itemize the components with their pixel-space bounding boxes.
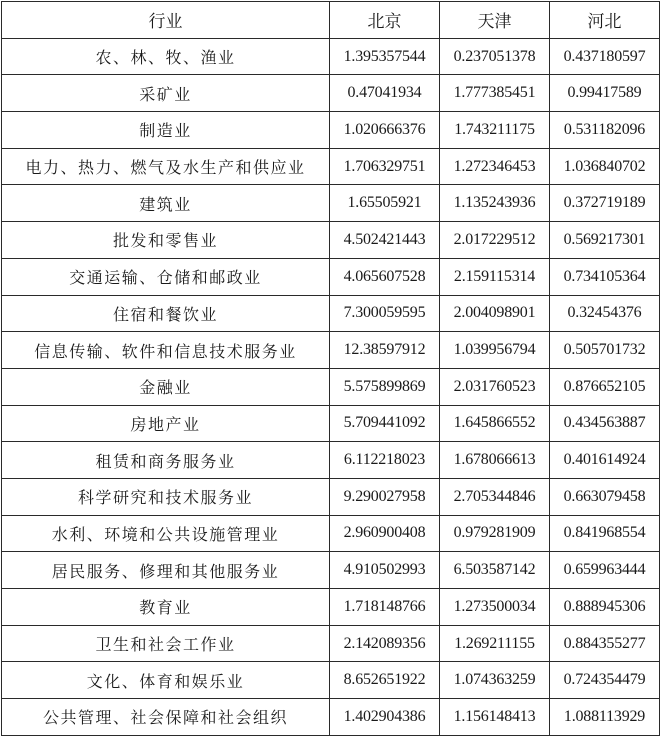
beijing-cell: 9.290027958 bbox=[330, 478, 440, 515]
beijing-cell: 1.718148766 bbox=[330, 589, 440, 626]
tianjin-cell: 2.004098901 bbox=[440, 295, 550, 332]
tianjin-cell: 1.678066613 bbox=[440, 442, 550, 479]
tianjin-cell: 6.503587142 bbox=[440, 552, 550, 589]
beijing-cell: 8.652651922 bbox=[330, 662, 440, 699]
hebei-cell: 0.401614924 bbox=[550, 442, 660, 479]
tianjin-cell: 1.777385451 bbox=[440, 75, 550, 112]
hebei-cell: 0.32454376 bbox=[550, 295, 660, 332]
industry-cell: 房地产业 bbox=[2, 405, 330, 442]
tianjin-cell: 1.273500034 bbox=[440, 589, 550, 626]
tianjin-cell: 2.705344846 bbox=[440, 478, 550, 515]
hebei-cell: 0.841968554 bbox=[550, 515, 660, 552]
table-row bbox=[2, 368, 660, 405]
industry-table bbox=[1, 1, 660, 736]
industry-cell: 科学研究和技术服务业 bbox=[2, 478, 330, 515]
hebei-cell: 0.437180597 bbox=[550, 38, 660, 75]
industry-cell: 农、林、牧、渔业 bbox=[2, 38, 330, 75]
industry-cell: 教育业 bbox=[2, 589, 330, 626]
tianjin-cell: 0.237051378 bbox=[440, 38, 550, 75]
industry-cell: 住宿和餐饮业 bbox=[2, 295, 330, 332]
beijing-cell: 6.112218023 bbox=[330, 442, 440, 479]
table-row bbox=[2, 625, 660, 662]
table-row bbox=[2, 148, 660, 185]
beijing-cell: 2.142089356 bbox=[330, 625, 440, 662]
hebei-cell: 1.088113929 bbox=[550, 699, 660, 736]
table-row bbox=[2, 258, 660, 295]
tianjin-cell: 2.031760523 bbox=[440, 368, 550, 405]
hebei-cell: 0.531182096 bbox=[550, 112, 660, 149]
table-row bbox=[2, 442, 660, 479]
table-row bbox=[2, 185, 660, 222]
beijing-cell: 1.402904386 bbox=[330, 699, 440, 736]
table-row bbox=[2, 75, 660, 112]
header-industry: 行业 bbox=[2, 2, 330, 39]
industry-cell: 卫生和社会工作业 bbox=[2, 625, 330, 662]
tianjin-cell: 0.979281909 bbox=[440, 515, 550, 552]
tianjin-cell: 1.074363259 bbox=[440, 662, 550, 699]
tianjin-cell: 1.269211155 bbox=[440, 625, 550, 662]
hebei-cell: 0.663079458 bbox=[550, 478, 660, 515]
tianjin-cell: 1.135243936 bbox=[440, 185, 550, 222]
table-row bbox=[2, 295, 660, 332]
hebei-cell: 0.99417589 bbox=[550, 75, 660, 112]
tianjin-cell: 2.159115314 bbox=[440, 258, 550, 295]
beijing-cell: 5.709441092 bbox=[330, 405, 440, 442]
industry-cell: 采矿业 bbox=[2, 75, 330, 112]
beijing-cell: 1.020666376 bbox=[330, 112, 440, 149]
table-container bbox=[1, 1, 660, 736]
table-row bbox=[2, 478, 660, 515]
header-row bbox=[2, 2, 660, 39]
table-row bbox=[2, 332, 660, 369]
beijing-cell: 4.502421443 bbox=[330, 222, 440, 259]
industry-cell: 交通运输、仓储和邮政业 bbox=[2, 258, 330, 295]
header-tianjin: 天津 bbox=[440, 2, 550, 39]
beijing-cell: 0.47041934 bbox=[330, 75, 440, 112]
hebei-cell: 0.888945306 bbox=[550, 589, 660, 626]
header-hebei: 河北 bbox=[550, 2, 660, 39]
tianjin-cell: 1.156148413 bbox=[440, 699, 550, 736]
beijing-cell: 4.910502993 bbox=[330, 552, 440, 589]
hebei-cell: 0.434563887 bbox=[550, 405, 660, 442]
table-row bbox=[2, 112, 660, 149]
hebei-cell: 0.372719189 bbox=[550, 185, 660, 222]
tianjin-cell: 1.743211175 bbox=[440, 112, 550, 149]
hebei-cell: 1.036840702 bbox=[550, 148, 660, 185]
hebei-cell: 0.505701732 bbox=[550, 332, 660, 369]
beijing-cell: 2.960900408 bbox=[330, 515, 440, 552]
table-row bbox=[2, 552, 660, 589]
beijing-cell: 12.38597912 bbox=[330, 332, 440, 369]
industry-cell: 水利、环境和公共设施管理业 bbox=[2, 515, 330, 552]
tianjin-cell: 2.017229512 bbox=[440, 222, 550, 259]
industry-cell: 居民服务、修理和其他服务业 bbox=[2, 552, 330, 589]
table-body bbox=[2, 38, 660, 735]
hebei-cell: 0.734105364 bbox=[550, 258, 660, 295]
industry-cell: 信息传输、软件和信息技术服务业 bbox=[2, 332, 330, 369]
industry-cell: 公共管理、社会保障和社会组织 bbox=[2, 699, 330, 736]
table-row bbox=[2, 589, 660, 626]
hebei-cell: 0.659963444 bbox=[550, 552, 660, 589]
table-row bbox=[2, 38, 660, 75]
beijing-cell: 7.300059595 bbox=[330, 295, 440, 332]
industry-cell: 租赁和商务服务业 bbox=[2, 442, 330, 479]
beijing-cell: 1.706329751 bbox=[330, 148, 440, 185]
table-row bbox=[2, 699, 660, 736]
hebei-cell: 0.876652105 bbox=[550, 368, 660, 405]
beijing-cell: 1.65505921 bbox=[330, 185, 440, 222]
tianjin-cell: 1.645866552 bbox=[440, 405, 550, 442]
beijing-cell: 5.575899869 bbox=[330, 368, 440, 405]
hebei-cell: 0.884355277 bbox=[550, 625, 660, 662]
industry-cell: 电力、热力、燃气及水生产和供应业 bbox=[2, 148, 330, 185]
hebei-cell: 0.724354479 bbox=[550, 662, 660, 699]
table-row bbox=[2, 405, 660, 442]
hebei-cell: 0.569217301 bbox=[550, 222, 660, 259]
table-row bbox=[2, 515, 660, 552]
beijing-cell: 1.395357544 bbox=[330, 38, 440, 75]
table-row bbox=[2, 222, 660, 259]
tianjin-cell: 1.039956794 bbox=[440, 332, 550, 369]
header-beijing: 北京 bbox=[330, 2, 440, 39]
industry-cell: 制造业 bbox=[2, 112, 330, 149]
table-row bbox=[2, 662, 660, 699]
beijing-cell: 4.065607528 bbox=[330, 258, 440, 295]
industry-cell: 批发和零售业 bbox=[2, 222, 330, 259]
industry-cell: 建筑业 bbox=[2, 185, 330, 222]
tianjin-cell: 1.272346453 bbox=[440, 148, 550, 185]
industry-cell: 金融业 bbox=[2, 368, 330, 405]
industry-cell: 文化、体育和娱乐业 bbox=[2, 662, 330, 699]
